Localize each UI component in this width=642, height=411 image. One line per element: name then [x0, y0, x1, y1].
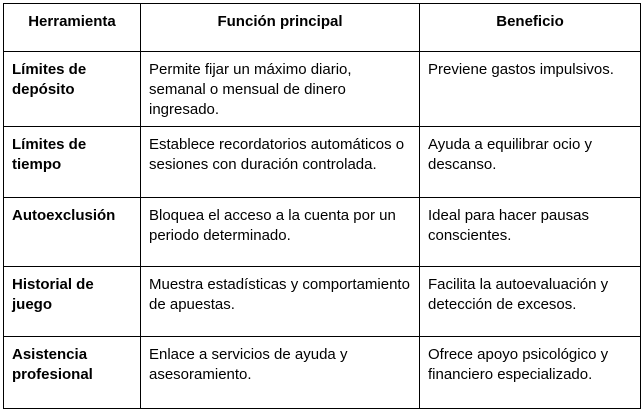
cell-benefit: Facilita la autoevaluación y detección de excesos. [420, 267, 641, 337]
table-row [4, 337, 641, 409]
header-function: Función principal [141, 4, 420, 52]
header-benefit: Beneficio [420, 4, 641, 52]
cell-tool: Límites de depósito [4, 52, 141, 127]
header-row [4, 4, 641, 52]
cell-function: Muestra estadísticas y comportamiento de apuestas. [141, 267, 420, 337]
table-row [4, 198, 641, 267]
cell-function: Bloquea el acceso a la cuenta por un periodo determinado. [141, 198, 420, 267]
header-tool: Herramienta [4, 4, 141, 52]
cell-tool: Autoexclusión [4, 198, 141, 267]
tools-table [3, 3, 641, 409]
cell-benefit: Previene gastos impulsivos. [420, 52, 641, 127]
table-row [4, 127, 641, 198]
cell-function: Establece recordatorios automáticos o sesiones con duración controlada. [141, 127, 420, 198]
cell-benefit: Ideal para hacer pausas conscientes. [420, 198, 641, 267]
cell-benefit: Ayuda a equilibrar ocio y descanso. [420, 127, 641, 198]
table-row [4, 52, 641, 127]
cell-function: Permite fijar un máximo diario, semanal o mensual de dinero ingresado. [141, 52, 420, 127]
table-row [4, 267, 641, 337]
cell-benefit: Ofrece apoyo psicológico y financiero especializado. [420, 337, 641, 409]
cell-function: Enlace a servicios de ayuda y asesoramiento. [141, 337, 420, 409]
cell-tool: Historial de juego [4, 267, 141, 337]
cell-tool: Asistencia profesional [4, 337, 141, 409]
cell-tool: Límites de tiempo [4, 127, 141, 198]
